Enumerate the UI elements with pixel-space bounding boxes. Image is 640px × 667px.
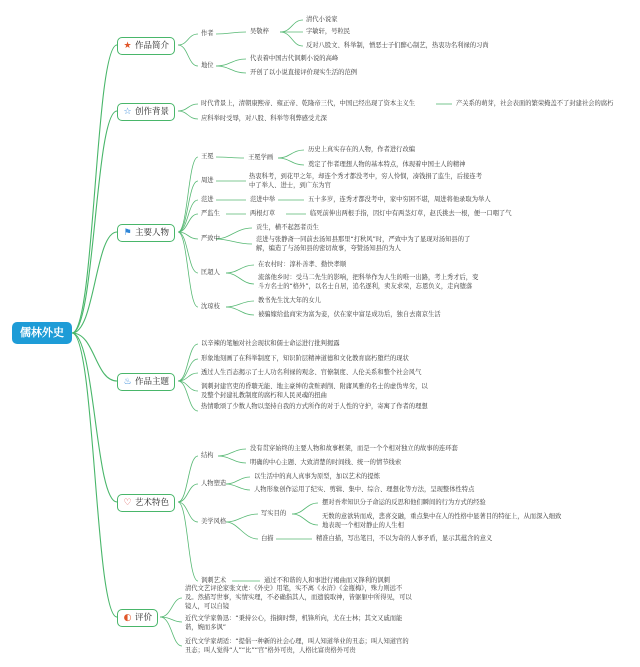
character-note[interactable]: 范进与张静斋一同前去汤知县那里“打秋风”时，严致中为了显现对汤知县的了解，编造了与汤知县的密切故事，夸赞汤知县的为人 — [256, 236, 471, 252]
topic-intro[interactable]: ★ 作品简介 — [117, 37, 175, 55]
art-note[interactable]: 无数的意欲转而成，悲喜交融，重点集中在人的性格中显著目的特征上，从而深入细致地表现一个相对静止的人生相 — [322, 513, 562, 529]
heart-icon: ♡ — [123, 498, 132, 508]
character-note[interactable]: 临死前伸出两根手指，因灯中有两茎灯草，赵氏挑去一根，便一口咽了气 — [310, 210, 512, 217]
intro-author-name[interactable]: 吴敬梓 — [250, 28, 269, 35]
star-outline-icon: ☆ — [123, 107, 132, 117]
character-kuangchaoren[interactable]: 匡超人 — [201, 269, 220, 276]
art-subtopic[interactable]: 白描 — [261, 535, 274, 542]
intro-status-note[interactable]: 开创了以小说直接评价现实生活的范例 — [250, 69, 358, 76]
character-yanjiansheng[interactable]: 严监生 — [201, 210, 220, 217]
character-note[interactable]: 五十多岁，连秀才都没考中，家中穷困不堪，周进将他录取为举人 — [308, 196, 491, 203]
topic-evaluation[interactable]: ◐ 评价 — [117, 609, 158, 627]
character-note[interactable]: 流落他乡时：受马二先生的影响，把科举作为人生的唯一出路，考上秀才后，变斗方名士的“格外”，以名士自居，追名逐利，卖友求荣，忘恩负义，走向堕落 — [258, 274, 479, 290]
art-note[interactable]: 通过不和谐的人和事进行褐曲而又锋利的讽刺 — [264, 577, 390, 584]
character-note[interactable]: 热衷科考，到花甲之年，却连个秀才都没考中，穷人怜悯，凑钱捐了监生，后接连考中了举人、进士，到广东为官 — [249, 173, 482, 189]
art-subtopic[interactable]: 写实目的 — [261, 510, 287, 517]
topic-characters[interactable]: ⚑ 主要人物 — [117, 224, 175, 242]
art-satire[interactable]: 讽刺艺术 — [201, 577, 227, 584]
flag-icon: ⚑ — [123, 228, 132, 238]
art-structure[interactable]: 结构 — [201, 452, 214, 459]
character-subtopic[interactable]: 两根灯草 — [250, 210, 276, 217]
art-portrayal[interactable]: 人物塑造 — [201, 480, 227, 487]
character-fanjin[interactable]: 范进 — [201, 196, 214, 203]
character-subtopic[interactable]: 王冕学画 — [248, 154, 274, 161]
intro-author-note[interactable]: 字敏轩，号粒民 — [306, 28, 351, 35]
background-note[interactable]: 产关系的萌芽，社会表面的繁荣掩盖不了封建社会的腐朽 — [456, 100, 614, 107]
character-zhoujin[interactable]: 周进 — [201, 177, 214, 184]
art-note[interactable]: 摆对吾辈知识分子命运的反思和他们瞬间的行为方式的经验 — [322, 499, 486, 506]
comment-icon: ◐ — [123, 613, 132, 623]
intro-author-note[interactable]: 反对八股文、科举制，憎恶士子们醉心制艺，热衷功名利禄的习尚 — [306, 42, 489, 49]
theme-note[interactable]: 以辛辣的笔触对社会现状和儒士命运进行批判揭露 — [201, 340, 340, 347]
topic-art[interactable]: ♡ 艺术特色 — [117, 494, 175, 512]
art-note[interactable]: 人物形象创作运用了纪实、剪辑、集中、综合、理想化等方法，呈现整体性特点 — [254, 486, 475, 493]
root-topic[interactable]: 儒林外史 — [12, 322, 72, 344]
evaluation-note[interactable]: 近代文学家鲁迅：“秉持公心，指摘时弊，机锋所向，尤在士林；其文又戚而能谐，婉而多讽” — [185, 615, 403, 631]
character-note[interactable]: 贡生，横不起怒者贡生 — [256, 224, 319, 231]
intro-status-note[interactable]: 代表着中国古代讽刺小说的高峰 — [250, 55, 339, 62]
theme-note[interactable]: 热情歌颂了少数人物以坚持自我的方式所作的对于人性的守护，寄寓了作者的理想 — [201, 403, 428, 410]
evaluation-note[interactable]: 清代文艺评论家张文虎：《外史》用笔，实不离《水浒》《金瓶梅》，殊力则远不及。然描写世事，实情实理，不必确指其人，而遗貌取神，皆躯躯中所得见，可以镜人，可以自镜 — [185, 585, 412, 610]
art-note[interactable]: 没有贯穿始终的主要人物和故事框架，而是一个个相对独立的故事的连环套 — [250, 445, 458, 452]
intro-status[interactable]: 地位 — [201, 62, 214, 69]
art-note[interactable]: 以生活中的真人真事为原型，加以艺术的提炼 — [254, 473, 380, 480]
background-note[interactable]: 时代背景上，清朝康熙帝、雍正帝、乾隆帝三代，中国已经出现了资本主义生 — [201, 100, 416, 107]
character-note[interactable]: 被骗嫁给盐商宋为富为妾，伏在家中富足成功后，独自去南京生活 — [258, 311, 441, 318]
character-shenqiongzhi[interactable]: 沈琼枝 — [201, 303, 220, 310]
character-yanzhizhong[interactable]: 严致中 — [201, 235, 220, 242]
character-note[interactable]: 奠定了作者理想人物的基本特点，体现着中国士人的精神 — [308, 161, 466, 168]
topic-background[interactable]: ☆ 创作背景 — [117, 103, 175, 121]
character-wangmian[interactable]: 王冕 — [201, 153, 214, 160]
star-icon: ★ — [123, 41, 132, 51]
art-note[interactable]: 明确的中心主题、大致清楚的时间线、统一的情节线索 — [250, 459, 402, 466]
theme-note[interactable]: 形象地刻画了在科举制度下，知识阶层精神道德和文化教育腐朽堕烂的现状 — [201, 355, 409, 362]
character-note[interactable]: 教书先生沈大年的女儿 — [258, 297, 321, 304]
theme-note[interactable]: 讽刺封建官吏的昏聩无能、地主豪绅的贪赃剥削、附庸风雅的名士的虚伪卑劣，以及整个封建礼教制度的腐朽和人民灵魂的扭曲 — [201, 383, 428, 399]
theme-note[interactable]: 透过人生百态揭示了士人功名利禄的观念、官僚制度、人伦关系和整个社会风气 — [201, 369, 422, 376]
character-note[interactable]: 历史上真实存在的人物，作者进行改编 — [308, 146, 416, 153]
art-aesthetic[interactable]: 美学风格 — [201, 518, 227, 525]
intro-author-note[interactable]: 清代小说家 — [306, 16, 338, 23]
topic-theme[interactable]: ♨ 作品主题 — [117, 373, 175, 391]
character-subtopic[interactable]: 范进中举 — [250, 196, 276, 203]
art-note[interactable]: 精准白描，写出笔目，不以为奇的人事矛盾，显示其蕴含的意义 — [316, 535, 493, 542]
background-note[interactable]: 应科举时受辱，对八股、科举等利弊感受尤深 — [201, 115, 327, 122]
character-note[interactable]: 在农村时：淳朴善孝、勤快孝顺 — [258, 261, 347, 268]
evaluation-note[interactable]: 近代文学家胡适：“提倡一种新的社会心理，叫人知道举业的丑态；叫人知道官的丑态；叫人觉得“人”“比”“官”格外可贵，人格比富贵格外可贵 — [185, 638, 409, 654]
intro-author[interactable]: 作者 — [201, 30, 214, 37]
flame-icon: ♨ — [123, 377, 132, 387]
